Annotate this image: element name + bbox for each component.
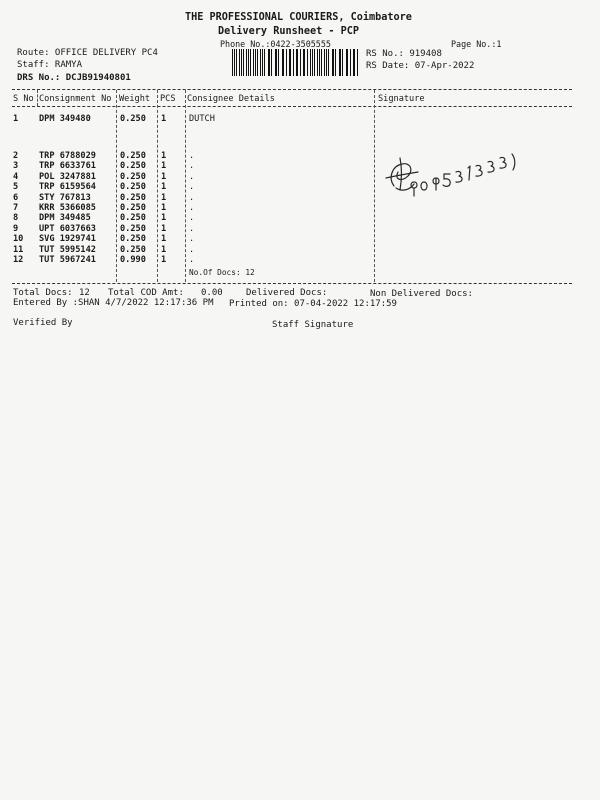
no-of-docs: No.Of Docs: 12	[189, 268, 255, 277]
row-pcs: 1	[161, 171, 167, 182]
rs-number: RS No.: 919408	[366, 49, 442, 59]
row-details: .	[189, 213, 195, 224]
row-sno: 5	[13, 182, 19, 193]
table-header	[0, 94, 600, 104]
row-pcs: 1	[161, 234, 167, 245]
table-row	[0, 255, 600, 265]
barcode-bar	[243, 49, 244, 76]
row-weight: 0.250	[120, 203, 146, 213]
row-consignment: TRP 6633761	[39, 161, 96, 172]
total-docs-value: 12	[79, 288, 90, 298]
row-weight: 0.250	[120, 182, 146, 193]
row-details: .	[189, 171, 195, 182]
row-consignment: UPT 6037663	[39, 223, 96, 234]
row-weight: 0.250	[120, 234, 146, 245]
row-pcs: 1	[161, 244, 167, 255]
barcode	[232, 49, 360, 76]
barcode-bar	[260, 49, 261, 76]
printed-on: Printed on: 07-04-2022 12:17:59	[229, 299, 397, 309]
row-consignment: DPM 349485	[39, 213, 91, 224]
row-pcs: 1	[161, 161, 167, 172]
barcode-bar	[303, 49, 304, 76]
barcode-bar	[319, 49, 320, 76]
table-row	[0, 224, 600, 234]
row-details: .	[189, 182, 195, 193]
header-weight: Weight	[119, 94, 151, 104]
barcode-bar	[282, 49, 283, 76]
verified-by: Verified By	[13, 318, 73, 328]
row-sno: 9	[13, 223, 19, 234]
barcode-bar	[271, 49, 272, 76]
row-details: .	[189, 192, 195, 203]
page-number: Page No.:1	[451, 39, 502, 49]
row-weight: 0.250	[120, 192, 146, 203]
row-weight: 0.250	[120, 161, 146, 172]
total-cod-label: Total COD Amt:	[108, 288, 184, 298]
row-weight: 0.250	[120, 151, 146, 161]
row-weight: 0.990	[120, 255, 146, 265]
row-consignment: TUT 5995142	[39, 244, 96, 255]
table-row	[0, 213, 600, 223]
row-consignment: KRR 5366085	[39, 203, 96, 213]
header-details: Consignee Details	[187, 94, 275, 104]
barcode-bar	[275, 49, 276, 76]
row-sno: 4	[13, 171, 19, 182]
delivered-docs: Delivered Docs:	[246, 288, 328, 298]
table-row	[0, 245, 600, 255]
row-details: .	[189, 161, 195, 172]
company-name: THE PROFESSIONAL COURIERS, Coimbatore	[185, 12, 412, 23]
table-top-rule	[12, 89, 572, 90]
row-sno: 1	[13, 114, 19, 124]
row-consignment: POL 3247881	[39, 171, 96, 182]
row-pcs: 1	[161, 255, 167, 265]
barcode-bar	[289, 49, 290, 76]
row-details: .	[189, 255, 195, 265]
row-pcs: 1	[161, 114, 167, 124]
staff-signature: Staff Signature	[272, 320, 354, 330]
row-details: .	[189, 244, 195, 255]
staff: Staff: RAMYA	[17, 60, 83, 70]
row-pcs: 1	[161, 182, 167, 193]
phone-number: Phone No.:0422-3505555	[220, 39, 331, 49]
barcode-bar	[324, 49, 325, 76]
row-pcs: 1	[161, 151, 167, 161]
barcode-bar	[312, 49, 313, 76]
barcode-bar	[264, 49, 265, 76]
header-consignment: Consignment No	[39, 94, 112, 104]
table-row	[0, 114, 600, 124]
barcode-bar	[350, 49, 351, 76]
header-pcs: PCS	[160, 94, 176, 104]
barcode-bar	[232, 49, 233, 76]
row-sno: 8	[13, 213, 19, 224]
row-sno: 3	[13, 161, 19, 172]
table-bottom-rule	[12, 283, 572, 284]
barcode-bar	[293, 49, 294, 76]
row-weight: 0.250	[120, 244, 146, 255]
row-sno: 7	[13, 203, 19, 213]
row-sno: 12	[13, 255, 24, 265]
row-sno: 11	[13, 244, 24, 255]
row-pcs: 1	[161, 203, 167, 213]
row-pcs: 1	[161, 223, 167, 234]
row-details: DUTCH	[189, 114, 215, 124]
barcode-bar	[250, 49, 251, 76]
barcode-bar	[239, 49, 240, 76]
entered-by: Entered By :SHAN 4/7/2022 12:17:36 PM	[13, 298, 214, 308]
drs-number: DRS No.: DCJB91940801	[17, 73, 131, 83]
row-consignment: DPM 349480	[39, 114, 91, 124]
non-delivered-docs: Non Delivered Docs:	[370, 289, 473, 299]
row-pcs: 1	[161, 213, 167, 224]
barcode-bar	[357, 49, 358, 76]
row-weight: 0.250	[120, 223, 146, 234]
row-pcs: 1	[161, 192, 167, 203]
row-sno: 6	[13, 192, 19, 203]
row-details: .	[189, 151, 195, 161]
row-consignment: TUT 5967241	[39, 255, 96, 265]
table-row	[0, 234, 600, 244]
total-cod-value: 0.00	[201, 288, 223, 298]
row-consignment: SVG 1929741	[39, 234, 96, 245]
rs-date: RS Date: 07-Apr-2022	[366, 61, 475, 71]
barcode-bar	[339, 49, 340, 76]
total-docs-label: Total Docs:	[13, 288, 73, 298]
barcode-bar	[332, 49, 333, 76]
row-weight: 0.250	[120, 213, 146, 224]
row-consignment: STY 767813	[39, 192, 91, 203]
barcode-bar	[304, 49, 305, 76]
row-details: .	[189, 203, 195, 213]
row-consignment: TRP 6788029	[39, 151, 96, 161]
row-weight: 0.250	[120, 114, 146, 124]
row-sno: 2	[13, 151, 19, 161]
header-sno: S No	[13, 94, 34, 104]
barcode-bar	[346, 49, 347, 76]
header-bottom-rule	[12, 106, 572, 107]
header-signature: Signature	[378, 94, 425, 104]
row-sno: 10	[13, 234, 24, 245]
row-weight: 0.250	[120, 171, 146, 182]
row-consignment: TRP 6159564	[39, 182, 96, 193]
row-details: .	[189, 223, 195, 234]
handwritten-signature	[380, 148, 530, 208]
runsheet-title: Delivery Runsheet - PCP	[218, 26, 360, 37]
route: Route: OFFICE DELIVERY PC4	[17, 48, 158, 58]
row-details: .	[189, 234, 195, 245]
